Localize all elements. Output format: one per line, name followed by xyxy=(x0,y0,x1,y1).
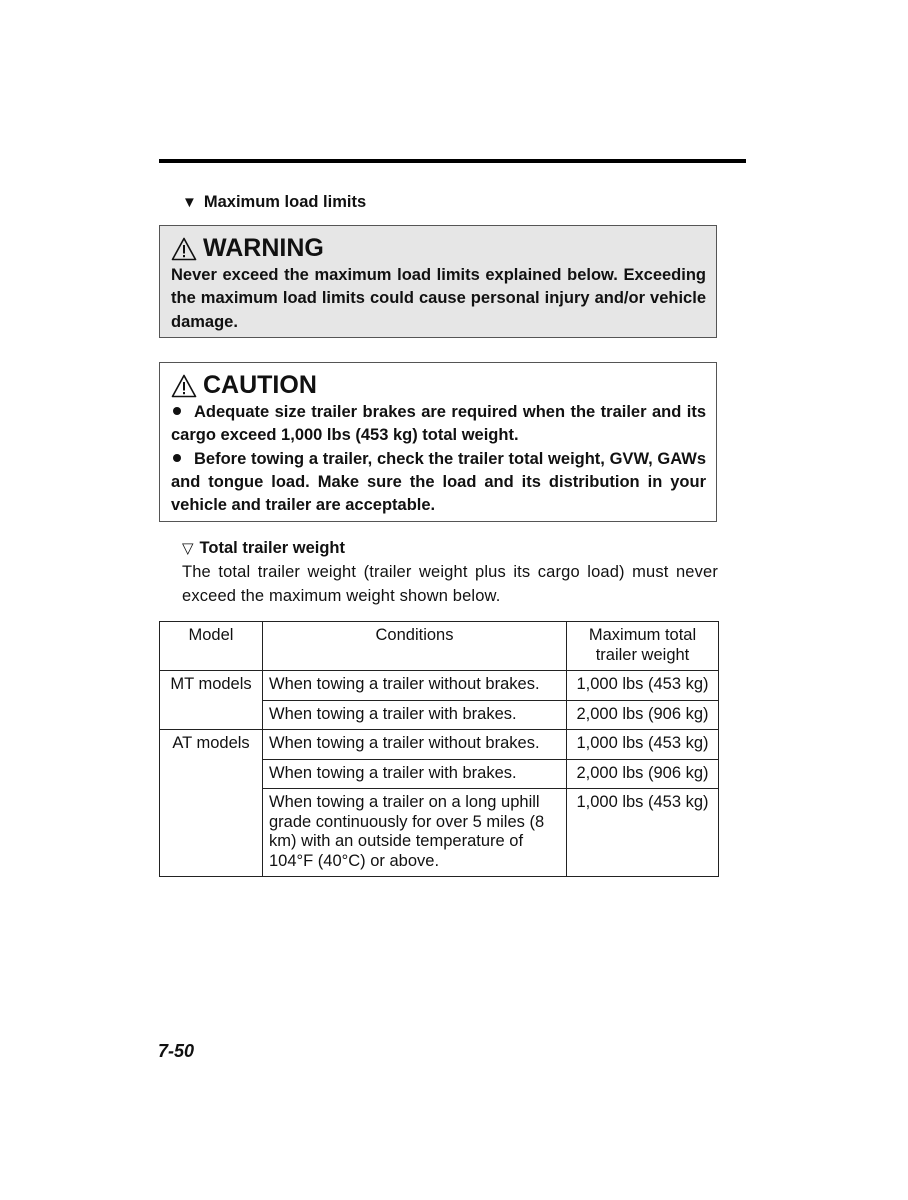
max-weight-cell: 1,000 lbs (453 kg) xyxy=(567,671,719,701)
max-weight-cell: 2,000 lbs (906 kg) xyxy=(567,759,719,789)
warning-box xyxy=(159,225,717,338)
caution-box xyxy=(159,362,717,522)
condition-cell: When towing a trailer on a long uphill grade continuously for over 5 miles (8 km) with an outside temperature of 104°F (40°C) or above. xyxy=(263,789,567,877)
warning-text: Never exceed the maximum load limits explained below. Exceeding the maximum load limits could cause personal injury and/or vehicle damage. xyxy=(171,266,706,331)
subsection-heading xyxy=(182,539,345,558)
bullet-icon xyxy=(173,454,181,462)
condition-cell: When towing a trailer with brakes. xyxy=(263,759,567,789)
warning-triangle-icon xyxy=(171,374,197,398)
caution-header xyxy=(171,373,706,398)
table-row xyxy=(160,671,719,701)
bullet-icon xyxy=(173,407,181,415)
table-header-row xyxy=(160,622,719,671)
max-weight-cell: 1,000 lbs (453 kg) xyxy=(567,789,719,877)
section-title: Maximum load limits xyxy=(203,193,367,211)
table-row xyxy=(160,730,719,760)
warning-triangle-icon xyxy=(171,237,197,261)
condition-cell: When towing a trailer without brakes. xyxy=(263,671,567,701)
caution-bullet-text: Adequate size trailer brakes are required when the trailer and its cargo exceed 1,000 lbs (453 kg) total weight. xyxy=(171,403,706,445)
filled-triangle-icon: ▼ xyxy=(182,194,197,211)
warning-title: WARNING xyxy=(203,234,324,262)
model-cell: MT models xyxy=(160,671,263,730)
trailer-weight-table xyxy=(159,621,719,877)
header-conditions: Conditions xyxy=(263,622,567,671)
condition-cell: When towing a trailer with brakes. xyxy=(263,700,567,730)
subsection-title: Total trailer weight xyxy=(199,539,346,557)
max-weight-cell: 1,000 lbs (453 kg) xyxy=(567,730,719,760)
subsection-text: The total trailer weight (trailer weight plus its cargo load) must never exceed the maximum weight shown below. xyxy=(182,563,718,605)
header-max-weight: Maximum total trailer weight xyxy=(567,622,719,671)
header-model: Model xyxy=(160,622,263,671)
section-heading xyxy=(182,193,366,212)
condition-cell: When towing a trailer without brakes. xyxy=(263,730,567,760)
caution-text xyxy=(171,401,706,517)
caution-bullet-text: Before towing a trailer, check the trailer total weight, GVW, GAWs and tongue load. Make sure the load and its distribution in your vehicle and trailer are acceptable. xyxy=(171,449,706,515)
caution-title: CAUTION xyxy=(203,371,317,399)
model-cell: AT models xyxy=(160,730,263,877)
max-weight-cell: 2,000 lbs (906 kg) xyxy=(567,700,719,730)
warning-header xyxy=(171,236,706,261)
page-number: 7-50 xyxy=(158,1041,195,1061)
open-triangle-icon: ▽ xyxy=(182,540,194,557)
caution-bullet xyxy=(171,401,706,448)
caution-bullet xyxy=(171,448,706,518)
top-rule xyxy=(159,159,746,163)
